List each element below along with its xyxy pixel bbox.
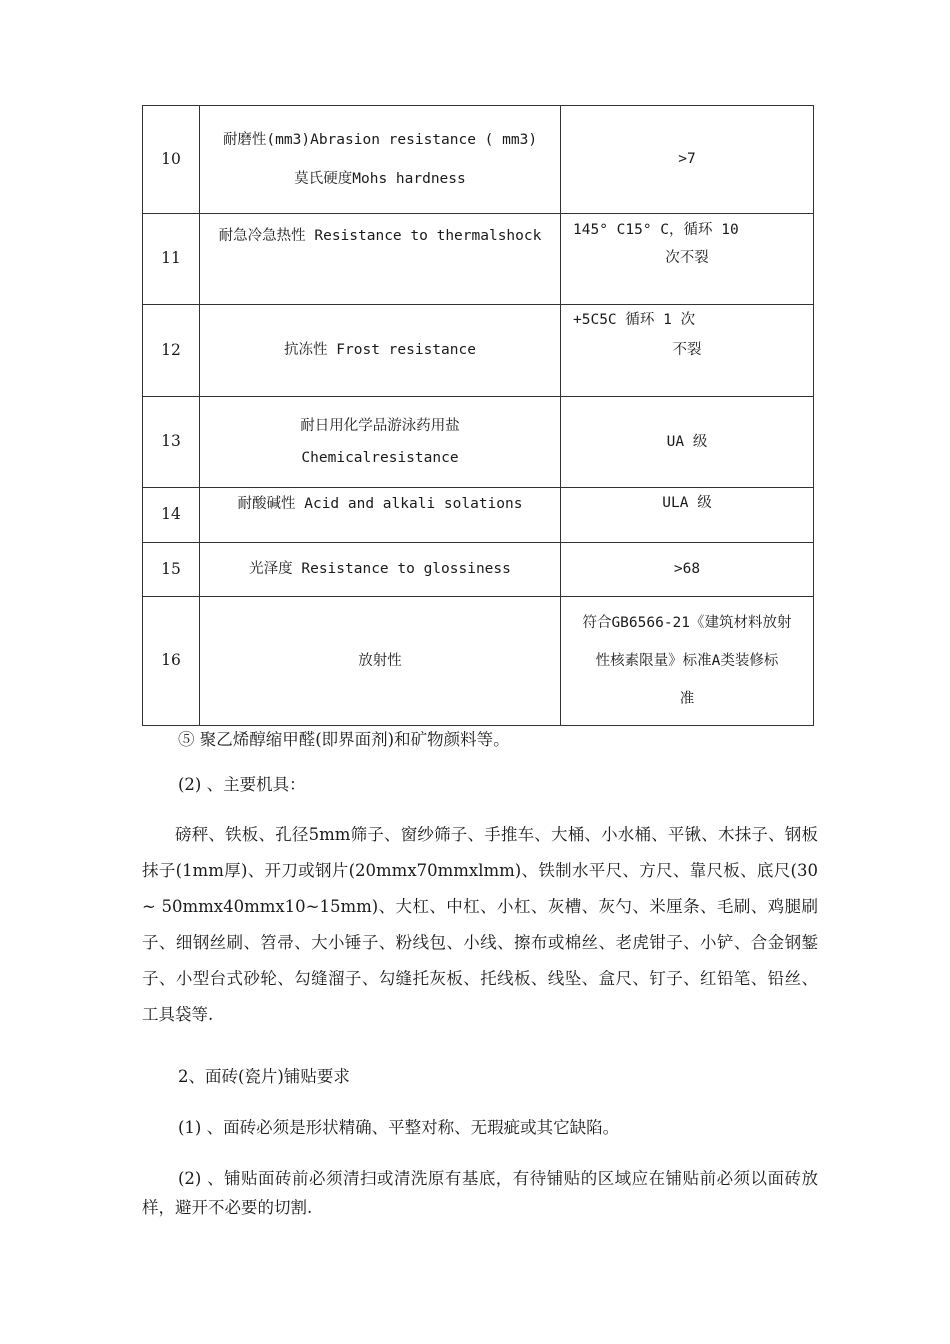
spec-table [142, 105, 814, 726]
table-row [143, 397, 814, 488]
table-row [143, 214, 814, 305]
requirement-line: ULA 级 [662, 495, 712, 511]
item-line: 抗冻性 Frost resistance [284, 342, 476, 359]
requirement-line: 符合GB6566-21《建筑材料放射 [582, 615, 792, 631]
requirement-cell [561, 106, 814, 214]
item-cell [200, 488, 561, 543]
item-line: 耐日用化学品游泳药用盐 [300, 417, 460, 434]
item-line: Chemicalresistance [301, 450, 459, 466]
requirement-line: 性核素限量》标准A类装修标 [595, 653, 779, 669]
requirement-cell [561, 305, 814, 397]
item-line: 放射性 [358, 652, 402, 669]
row-number: 11 [143, 214, 200, 305]
row-number: 10 [143, 106, 200, 214]
paragraph-tools-list: 磅秤、铁板、孔径5mm筛子、窗纱筛子、手推车、大桶、小水桶、平锹、木抹子、钢板抹子(1mm厚)、开刀或钢片(20mmx70mmxlmm)、铁制水平尺、方尺、靠尺板、底尺(30 ~ 50mmx40mmx10~15mm)、大杠、中杠、小杠、灰槽、灰勺、米厘条、毛刷、鸡腿刷子、细钢丝刷、笤帚、大小锤子、粉线包、小线、擦布或棉丝、老虎钳子、小铲、合金钢錾子、小型台式砂轮、勾缝溜子、勾缝托灰板、托线板、线坠、盒尺、钉子、红铅笔、铅丝、工具袋等. [142, 825, 818, 1024]
row-number: 14 [143, 488, 200, 543]
paragraph-requirement-2: (2) 、铺贴面砖前必须清扫或清洗原有基底，有待铺贴的区域应在铺贴前必须以面砖放样，避开不必要的切割. [142, 1169, 818, 1217]
item-cell [200, 543, 561, 597]
table-row [143, 488, 814, 543]
requirement-line: >68 [673, 561, 701, 578]
requirement-line: 准 [679, 691, 695, 707]
requirement-cell [561, 597, 814, 726]
item-cell [200, 397, 561, 488]
item-cell [200, 305, 561, 397]
item-line: 耐急冷急热性 Resistance to thermalshock [218, 228, 542, 244]
item-line: 莫氏硬度Mohs hardness [294, 170, 466, 187]
row-number: 13 [143, 397, 200, 488]
requirement-cell [561, 488, 814, 543]
paragraph-requirement-1: (1) 、面砖必须是形状精确、平整对称、无瑕疵或其它缺陷。 [178, 1118, 620, 1137]
heading-tile-requirements: 2、面砖(瓷片)铺贴要求 [178, 1067, 350, 1086]
item-cell [200, 214, 561, 305]
item-line: 耐酸碱性 Acid and alkali solations [237, 496, 523, 512]
requirement-line: 不裂 [672, 342, 702, 359]
item-line: 光泽度 Resistance to glossiness [249, 561, 511, 578]
requirement-cell [561, 214, 814, 305]
heading-main-tools: (2) 、主要机具： [178, 775, 306, 794]
requirement-line: +5C5C 循环 1 次 [573, 312, 696, 328]
row-number: 12 [143, 305, 200, 397]
item-line: 耐磨性(mm3)Abrasion resistance ( mm3) [222, 132, 538, 149]
table-row [143, 543, 814, 597]
item-cell [200, 597, 561, 726]
row-number: 15 [143, 543, 200, 597]
table-row [143, 305, 814, 397]
requirement-line: 次不裂 [665, 250, 709, 267]
table-row [143, 106, 814, 214]
requirement-line: >7 [678, 151, 696, 168]
item-cell [200, 106, 561, 214]
paragraph-materials: ⑤ 聚乙烯醇缩甲醛(即界面剂)和矿物颜料等。 [178, 730, 510, 749]
requirement-cell [561, 543, 814, 597]
requirement-line: UA 级 [666, 433, 708, 450]
row-number: 16 [143, 597, 200, 726]
requirement-line: 145° C15° C，循环 10 [573, 222, 739, 238]
table-row [143, 597, 814, 726]
requirement-cell [561, 397, 814, 488]
